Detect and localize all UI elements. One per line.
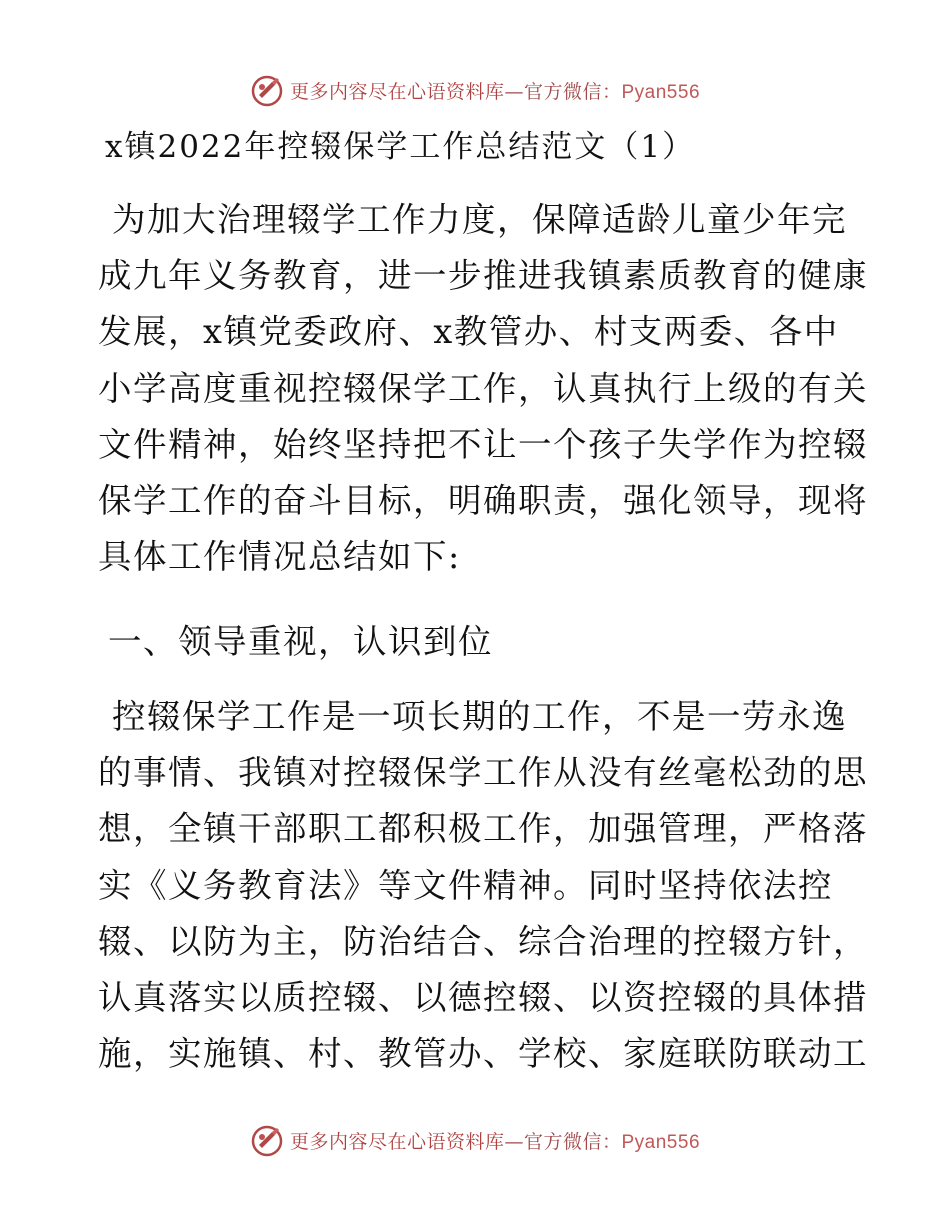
paragraph-line: 具体工作情况总结如下: [98,537,461,577]
paragraph-line: 施，实施镇、村、教管办、学校、家庭联防联动工 [98,1034,868,1074]
brand-logo-icon [250,73,284,107]
watermark-official: 官方微信： [523,1130,622,1153]
watermark-dash: — [504,80,524,103]
watermark-dash: — [504,1130,524,1153]
paragraph-line: 成九年义务教育，进一步推进我镇素质教育的健康 [98,256,868,296]
watermark-official: 官方微信： [523,80,622,103]
section-paragraph [98,689,868,1082]
brand-logo-icon [250,1123,284,1157]
paragraph-line: 的事情、我镇对控辍保学工作从没有丝毫松劲的思 [98,753,868,793]
paragraph-line: 实《义务教育法》等文件精神。同时坚持依法控 [98,865,833,905]
intro-paragraph [98,192,868,585]
paragraph-line: 文件精神，始终坚持把不让一个孩子失学作为控辍 [98,424,868,464]
document-title: x镇2022年控辍保学工作总结范文（1） [105,129,696,165]
header-watermark [0,70,950,110]
paragraph-line: 为加大治理辍学工作力度，保障适龄儿童少年完 [112,200,847,239]
watermark-text [290,1127,700,1154]
paragraph-line: 想，全镇干部职工都积极工作，加强管理，严格落 [98,809,868,849]
watermark-slogan: 更多内容尽在心语资料库 [289,80,505,103]
paragraph-line: 小学高度重视控辍保学工作，认真执行上级的有关 [98,368,868,408]
watermark-wechat-id: Pyan556 [621,1131,701,1153]
section-heading: 一、领导重视，认识到位 [108,622,493,661]
paragraph-line: 发展，x镇党委政府、x教管办、村支两委、各中 [98,312,839,352]
footer-watermark [0,1120,950,1160]
paragraph-line: 保学工作的奋斗目标，明确职责，强化领导，现将 [98,481,868,521]
watermark-text [290,77,700,104]
paragraph-line: 辍、以防为主，防治结合、综合治理的控辍方针， [98,921,868,961]
paragraph-line: 认真落实以质控辍、以德控辍、以资控辍的具体措 [98,978,868,1018]
paragraph-line: 控辍保学工作是一项长期的工作，不是一劳永逸 [112,697,847,736]
watermark-slogan: 更多内容尽在心语资料库 [289,1130,505,1153]
watermark-wechat-id: Pyan556 [621,81,701,103]
